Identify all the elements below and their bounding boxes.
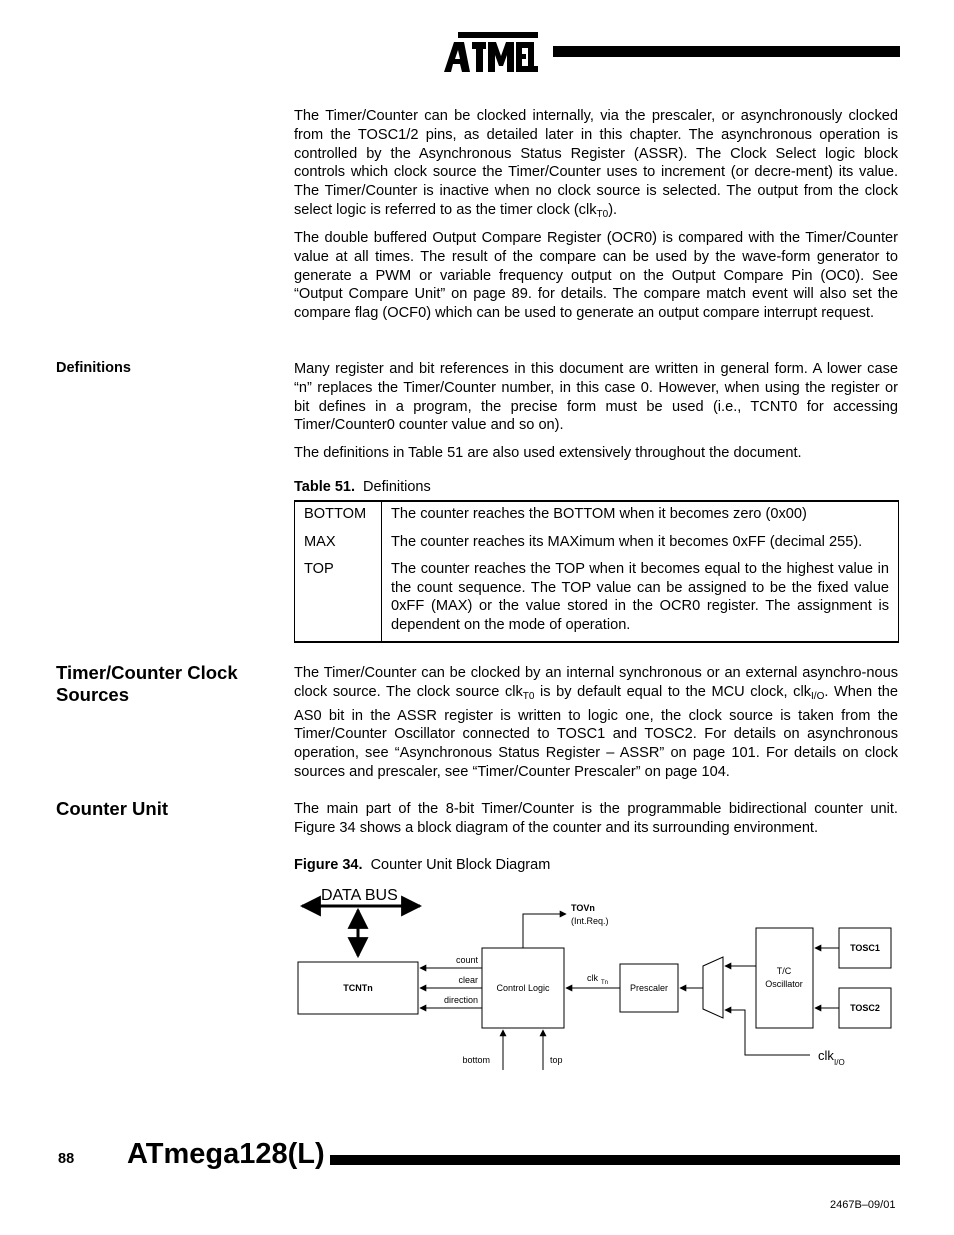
table-cell-description: The counter reaches the BOTTOM when it becomes zero (0x00) <box>391 506 807 522</box>
diagram-label-clk-sub: Tn <box>601 980 609 986</box>
tc-oscillator-block <box>756 928 813 1028</box>
diagram-label-clkio-sub: I/O <box>834 1058 845 1067</box>
diagram-label-count: count <box>455 955 478 965</box>
table-cell-term: BOTTOM <box>295 501 382 530</box>
diagram-label-clkio: clk <box>818 1048 834 1063</box>
counter-unit-block-diagram <box>290 880 910 1080</box>
diagram-label-clear: clear <box>458 975 478 985</box>
definitions-paragraph-1: Many register and bit references in this document are written in general form. A lower case “n” replaces the Timer/Counter number, in this case 0. However, when using the register or bit defines in a program, the precise form must be used (i.e., TCNT0 for accessing Timer/Counter0 counter value and so on). <box>294 361 898 434</box>
clock-mux <box>703 957 723 1018</box>
table-cell-description: The counter reaches the TOP when it becomes equal to the highest value in the count sequence. The TOP value can be assigned to be the fixed value 0xFF (MAX) or the value stored in the OCR0 register. The assignment is dependent on the mode of operation. <box>391 561 889 633</box>
counter-unit-heading: Counter Unit <box>56 798 169 819</box>
diagram-label-data-bus: DATA BUS <box>321 887 398 904</box>
diagram-label-prescaler: Prescaler <box>629 983 669 993</box>
counter-unit-paragraph: The main part of the 8-bit Timer/Counter is the programmable bidirectional counter unit. Figure 34 shows a block diagram of the counter and its surrounding environment. <box>294 801 898 836</box>
table-caption: Table 51. Definitions <box>294 479 431 495</box>
table-row <box>295 501 899 530</box>
diagram-label-logo-text: ATMEL <box>440 28 444 29</box>
diagram-label-tosc1: TOSC1 <box>850 943 880 953</box>
table-cell-term: TOP <box>295 557 382 641</box>
intro-paragraph-1: The Timer/Counter can be clocked internally, via the prescaler, or asynchronously clocked from the TOSC1/2 pins, as detailed later in this chapter. The asynchronous operation is controlled by the Asynchronous Status Register (ASSR). The Clock Select logic block controls which clock source the Timer/Counter uses to increment (or decre-ment) its value. The Timer/Counter is inactive when no clock source is selected. The output from the clock select logic is referred to as the timer clock (clk$_{T0}$). <box>294 108 898 220</box>
diagram-label-direction: direction <box>443 995 478 1005</box>
table-row <box>295 557 899 641</box>
document-number: 2467B–09/01 <box>830 1199 896 1211</box>
footer-rule <box>330 1155 900 1165</box>
clock-sources-heading: Timer/Counter Clock Sources <box>56 662 238 705</box>
clock-sources-paragraph: The Timer/Counter can be clocked by an internal synchronous or an external asynchro-nous clock source. The clock source clk$_{T0}$ is by default equal to the MCU clock, clk$_{I/O}$. When the AS0 bit in the ASSR register is written to logic one, the clock source is taken from the Timer/Counter Oscillator connected to TOSC1 and TOSC2. For details on asynchronous operation, see “Asynchronous Status Register – ASSR” on page 101. For details on clock sources and prescaler, see “Timer/Counter Prescaler” on page 104. <box>294 665 899 780</box>
header-rule <box>553 46 900 57</box>
atmel-logo <box>440 28 540 76</box>
diagram-label-tosc2: TOSC2 <box>850 1003 880 1013</box>
diagram-label-tovn: TOVn <box>571 903 595 913</box>
intro-paragraph-2: The double buffered Output Compare Register (OCR0) is compared with the Timer/Counter value at all times. The result of the compare can be used by the wave-form generator to generate a PWM or variable frequency output on the Output Compare Pin (OC0). See “Output Compare Unit” on page 89. for details. The compare match event will also set the compare flag (OCF0) which can be used to generate an output compare interrupt request. <box>294 230 898 322</box>
diagram-label-int-req: (Int.Req.) <box>571 916 609 926</box>
table-row <box>295 530 899 558</box>
definitions-heading: Definitions <box>56 360 131 376</box>
product-name: ATmega128(L) <box>127 1138 325 1170</box>
tovn-signal <box>523 914 566 948</box>
definitions-table <box>294 500 899 643</box>
diagram-label-tc-osc-line1: T/C <box>776 966 792 976</box>
diagram-label-clk: clk <box>587 973 598 983</box>
diagram-label-top: top <box>550 1055 563 1065</box>
table-cell-term: MAX <box>295 530 382 558</box>
definitions-paragraph-2: The definitions in Table 51 are also used extensively throughout the document. <box>294 445 802 461</box>
diagram-label-tc-osc-line2: Oscillator <box>765 979 803 989</box>
clkio-signal <box>725 1010 810 1055</box>
diagram-label-bottom: bottom <box>462 1055 490 1065</box>
page-number: 88 <box>58 1151 75 1167</box>
table-cell-description: The counter reaches its MAXimum when it becomes 0xFF (decimal 255). <box>391 533 863 550</box>
diagram-label-control-logic: Control Logic <box>496 983 550 993</box>
diagram-label-tcnt: TCNTn <box>343 983 373 993</box>
figure-caption: Figure 34. Counter Unit Block Diagram <box>294 857 551 873</box>
